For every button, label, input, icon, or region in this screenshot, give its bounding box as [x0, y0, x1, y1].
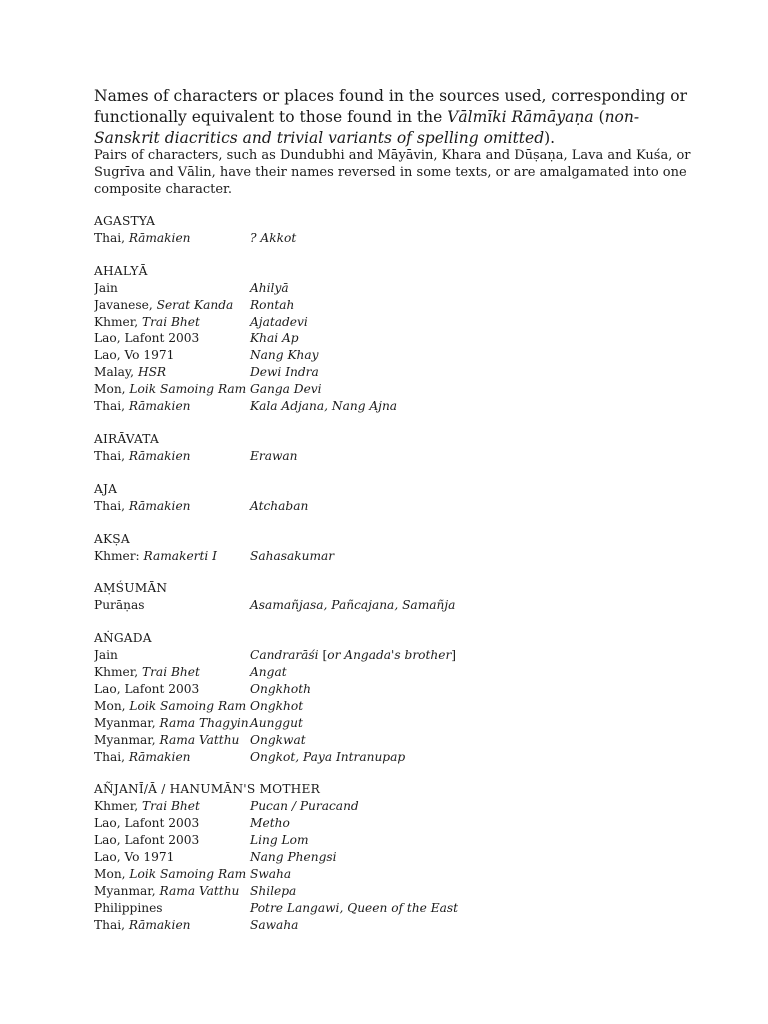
source-label — [94, 498, 250, 515]
source-row — [94, 297, 694, 314]
source-label — [94, 347, 250, 364]
entry-heading: AIRĀVATA — [94, 431, 159, 446]
character-name-text: Potre Langawi, Queen of the East — [250, 900, 459, 915]
intro-text-2: ( — [593, 108, 605, 126]
source-text: Lao, Lafont 2003 — [94, 681, 200, 696]
source-row — [94, 900, 694, 917]
source-text: Thai, — [94, 917, 129, 932]
source-work: Serat Kanda — [156, 297, 234, 312]
source-label — [94, 698, 250, 715]
source-text: Thai, — [94, 498, 129, 513]
character-name — [250, 866, 291, 883]
source-label — [94, 647, 250, 664]
character-name-text: Angat — [250, 665, 287, 680]
source-text: Thai, — [94, 448, 129, 463]
character-name — [250, 230, 296, 247]
intro-text-1: Names of characters or places found in the sources used, corresponding or functionally equivalent to those found in the — [94, 87, 688, 126]
source-row — [94, 647, 694, 664]
source-label — [94, 715, 250, 732]
source-text: Lao, Vo 1971 — [94, 850, 175, 865]
source-text: Khmer, — [94, 799, 142, 814]
source-work: Rama Vatthu — [159, 883, 240, 898]
entry-block — [94, 431, 694, 465]
source-row — [94, 548, 694, 565]
source-text: Mon, — [94, 698, 130, 713]
entries-list — [94, 213, 694, 950]
character-name — [250, 832, 309, 849]
character-name — [250, 548, 334, 565]
source-work: Ramakerti I — [143, 548, 217, 563]
entry-block — [94, 213, 694, 247]
source-label — [94, 798, 250, 815]
source-work: Trai Bhet — [141, 799, 200, 814]
character-name-text: Nang Phengsi — [250, 850, 337, 865]
source-label — [94, 883, 250, 900]
source-label — [94, 297, 250, 314]
character-name-text: Sawaha — [250, 917, 299, 932]
entry-block — [94, 481, 694, 515]
source-label — [94, 398, 250, 415]
source-row — [94, 597, 694, 614]
character-name — [250, 647, 456, 664]
intro-work-title: Vālmīki Rāmāyaṇa — [447, 108, 594, 126]
source-label — [94, 900, 250, 917]
source-text: Myanmar, — [94, 732, 160, 747]
source-text: Jain — [94, 648, 118, 663]
source-work: Rāmakien — [128, 230, 191, 245]
character-name-text: Aunggut — [250, 715, 303, 730]
bracket-open: [ — [318, 648, 328, 663]
source-work: Rāmakien — [128, 448, 191, 463]
source-row — [94, 381, 694, 398]
source-label — [94, 314, 250, 331]
source-text: Purāṇas — [94, 598, 145, 613]
source-text: Lao, Vo 1971 — [94, 348, 175, 363]
source-label — [94, 364, 250, 381]
character-name-text: Khai Ap — [250, 331, 299, 346]
entry-block — [94, 630, 694, 765]
source-text: Thai, — [94, 399, 129, 414]
character-name-text: Rontah — [250, 297, 295, 312]
source-row — [94, 498, 694, 515]
source-row — [94, 883, 694, 900]
source-text: Myanmar, — [94, 715, 160, 730]
entry-block — [94, 531, 694, 565]
character-name-text: Atchaban — [250, 498, 309, 513]
source-text: Khmer: — [94, 548, 144, 563]
character-name-text: Dewi Indra — [250, 365, 319, 380]
character-name-text: Erawan — [250, 448, 298, 463]
source-text: Jain — [94, 280, 118, 295]
source-label — [94, 597, 250, 614]
character-name-text: Pucan / Puracand — [250, 799, 359, 814]
source-text: Malay, — [94, 365, 138, 380]
source-row — [94, 866, 694, 883]
source-text: Thai, — [94, 749, 129, 764]
source-row — [94, 448, 694, 465]
character-name — [250, 883, 296, 900]
source-label — [94, 866, 250, 883]
character-name — [250, 732, 306, 749]
character-name-text: Sahasakumar — [250, 548, 335, 563]
source-text: Lao, Lafont 2003 — [94, 331, 200, 346]
bracket-close: ] — [451, 648, 457, 663]
source-row — [94, 347, 694, 364]
source-label — [94, 732, 250, 749]
character-name-text: Ahilyā — [250, 280, 289, 295]
source-text: Mon, — [94, 382, 130, 397]
character-name-text: Swaha — [250, 867, 292, 881]
source-row — [94, 698, 694, 715]
source-row — [94, 330, 694, 347]
character-name-text: Shilepa — [250, 883, 297, 898]
entry-heading: AHALYĀ — [94, 263, 148, 278]
character-name — [250, 681, 311, 698]
source-row — [94, 849, 694, 866]
source-row — [94, 732, 694, 749]
source-row — [94, 398, 694, 415]
intro-text-3: ). — [544, 129, 556, 147]
source-row — [94, 681, 694, 698]
character-name — [250, 498, 308, 515]
source-label — [94, 832, 250, 849]
source-work: Rāmakien — [128, 917, 191, 932]
source-row — [94, 280, 694, 297]
character-name — [250, 698, 303, 715]
character-name — [250, 715, 303, 732]
intro-paragraph — [94, 86, 694, 149]
source-row — [94, 917, 694, 934]
entry-block — [94, 263, 694, 415]
source-label — [94, 849, 250, 866]
source-text: Lao, Lafont 2003 — [94, 833, 200, 848]
source-row — [94, 832, 694, 849]
source-row — [94, 798, 694, 815]
source-label — [94, 280, 250, 297]
source-text: Khmer, — [94, 665, 142, 680]
character-name — [250, 314, 308, 331]
source-label — [94, 917, 250, 934]
source-text: Mon, — [94, 867, 130, 881]
intro-aside: non-Sanskrit diacritics and trivial variants of spelling omitted — [94, 108, 640, 147]
character-name — [250, 364, 319, 381]
character-name — [250, 900, 458, 917]
source-text: Javanese, — [94, 297, 157, 312]
source-work: Rama Vatthu — [159, 732, 240, 747]
source-work: Rāmakien — [128, 749, 191, 764]
character-name-text: ? Akkot — [250, 230, 297, 245]
character-name — [250, 398, 397, 415]
bracket-note: or Angada's brother — [327, 648, 452, 663]
entry-heading: AÑJANĪ/Ā / HANUMĀN'S MOTHER — [94, 782, 320, 797]
source-row — [94, 815, 694, 832]
entry-block — [94, 580, 694, 614]
source-text: Myanmar, — [94, 883, 160, 898]
character-name-text: Candrarāśi — [250, 648, 319, 663]
source-label — [94, 664, 250, 681]
character-name — [250, 849, 337, 866]
character-name — [250, 815, 290, 832]
source-work: Trai Bhet — [141, 665, 200, 680]
character-name — [250, 798, 359, 815]
source-label — [94, 815, 250, 832]
source-label — [94, 230, 250, 247]
entry-heading: AGASTYA — [94, 214, 156, 228]
source-text: Philippines — [94, 900, 163, 915]
character-name-text: Ongkot, Paya Intranupap — [250, 749, 406, 764]
character-name — [250, 347, 319, 364]
character-name-text: Ganga Devi — [250, 382, 322, 397]
source-row — [94, 715, 694, 732]
entry-heading: AJA — [94, 481, 118, 496]
source-work: Rāmakien — [128, 498, 191, 513]
source-row — [94, 230, 694, 247]
source-label — [94, 548, 250, 565]
character-name — [250, 280, 289, 297]
source-work: Loik Samoing Ram — [129, 698, 247, 713]
character-name-text: Kala Adjana, Nang Ajna — [250, 399, 398, 414]
source-work: Loik Samoing Ram — [129, 382, 247, 397]
entry-heading: AṂŚUMĀN — [94, 581, 168, 596]
source-row — [94, 749, 694, 766]
source-work: Rama Thagyin — [159, 715, 249, 730]
character-name-text: Ajatadevi — [250, 314, 308, 329]
character-name-text: Ongkhot — [250, 698, 304, 713]
source-text: Lao, Lafont 2003 — [94, 816, 200, 831]
character-name — [250, 917, 298, 934]
source-text: Thai, — [94, 230, 129, 245]
character-name — [250, 330, 299, 347]
source-work: Trai Bhet — [141, 314, 200, 329]
character-name — [250, 664, 287, 681]
source-row — [94, 364, 694, 381]
source-label — [94, 681, 250, 698]
character-name — [250, 381, 322, 398]
character-name — [250, 448, 298, 465]
source-row — [94, 314, 694, 331]
source-label — [94, 330, 250, 347]
character-name-text: Nang Khay — [250, 348, 319, 363]
source-label — [94, 749, 250, 766]
entry-heading: AṄGADA — [94, 631, 152, 646]
source-label — [94, 381, 250, 398]
source-work: Loik Samoing Ram — [129, 867, 247, 881]
character-name-text: Ongkwat — [250, 732, 306, 747]
source-label — [94, 448, 250, 465]
character-name-text: Ongkhoth — [250, 681, 311, 696]
character-name — [250, 597, 455, 614]
character-name-text: Ling Lom — [250, 833, 309, 848]
source-row — [94, 664, 694, 681]
note-paragraph: Pairs of characters, such as Dundubhi and Māyāvin, Khara and Dūṣaṇa, Lava and Kuśa, or Sugrīva and Vālin, have their names reversed in some texts, or are amalgamated into one composite character. — [94, 148, 691, 197]
source-text: Khmer, — [94, 314, 142, 329]
character-name-text: Asamañjasa, Pañcajana, Samañja — [250, 598, 456, 613]
character-name — [250, 297, 294, 314]
character-name-text: Metho — [250, 816, 290, 831]
entry-heading: AKṢA — [94, 531, 130, 546]
source-work: Rāmakien — [128, 399, 191, 414]
source-work: HSR — [137, 365, 167, 380]
character-name — [250, 749, 405, 766]
entry-block — [94, 781, 694, 933]
